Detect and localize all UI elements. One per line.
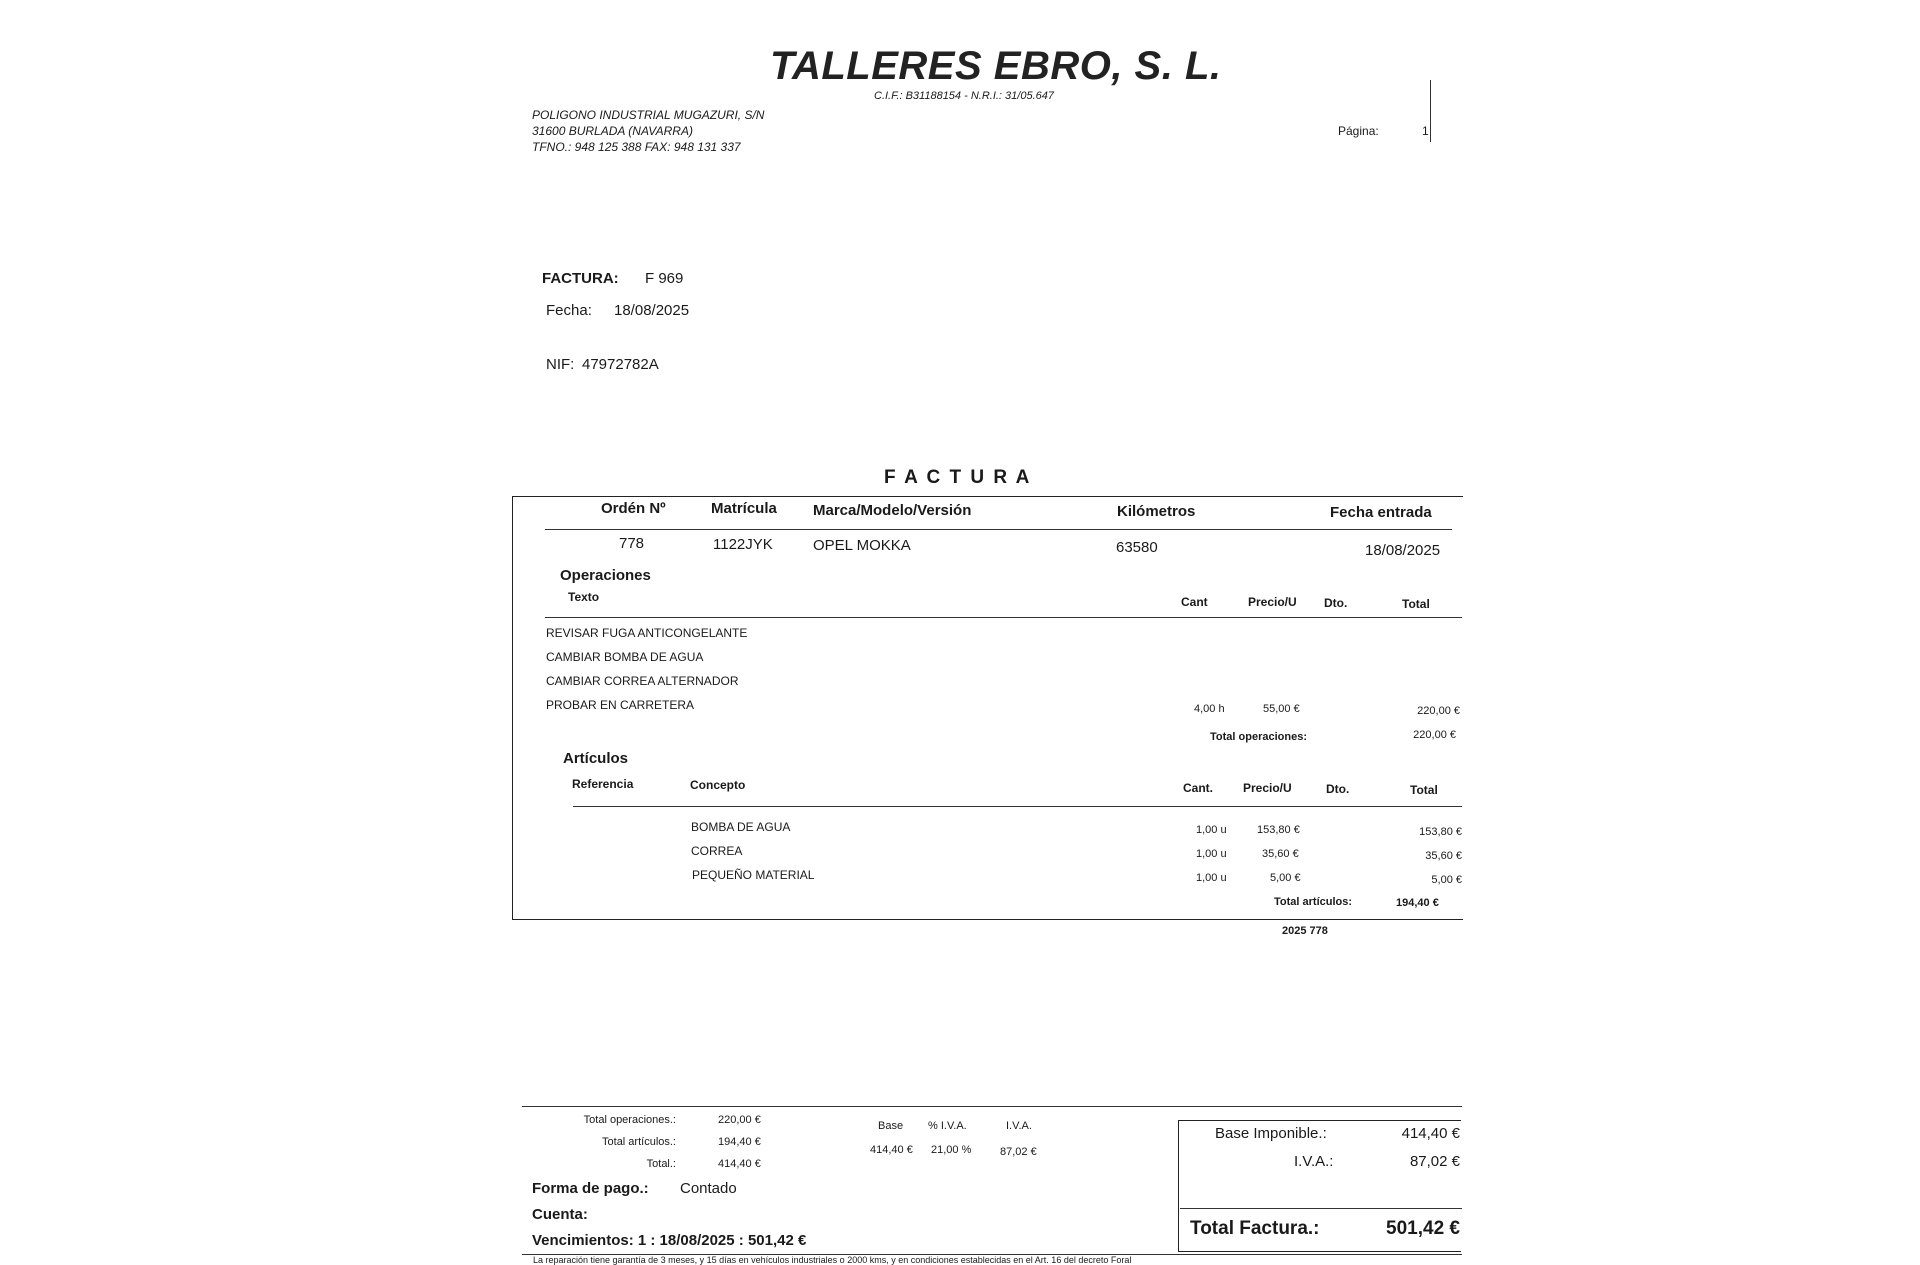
divider [545,529,1452,530]
page-label: Página: [1338,124,1379,138]
iva-header-base: Base [878,1120,904,1132]
iva-total-value: 87,02 € [1409,1153,1460,1170]
art-total-value: 194,40 € [1396,897,1439,909]
company-name: TALLERES EBRO, S. L. [770,44,1222,88]
art-total-label: Total artículos: [1274,896,1353,908]
summary-art-label: Total artículos.: [602,1136,676,1148]
orden-value: 778 [619,535,645,552]
header-orden: Ordén Nº [601,500,666,517]
marca-value: OPEL MOKKA [813,537,911,554]
company-address-2: 31600 BURLADA (NAVARRA) [532,124,693,138]
art-cant: 1,00 u [1196,824,1227,836]
art-cant: 1,00 u [1196,872,1227,884]
op-total-label: Total operaciones: [1210,731,1307,743]
forma-pago-label: Forma de pago.: [532,1180,649,1197]
art-total: 5,00 € [1431,874,1462,886]
art-header-precio: Precio/U [1243,781,1292,795]
op-line: PROBAR EN CARRETERA [546,698,695,712]
op-line: CAMBIAR BOMBA DE AGUA [546,650,704,664]
art-header-concepto: Concepto [690,778,746,792]
header-marca: Marca/Modelo/Versión [813,502,972,519]
op-header-cant: Cant [1181,595,1208,609]
factura-number: F 969 [645,270,684,287]
divider [573,806,1462,807]
cuenta-label: Cuenta: [532,1206,588,1223]
op-header-dto: Dto. [1324,596,1348,610]
art-header-dto: Dto. [1326,782,1350,796]
op-line: REVISAR FUGA ANTICONGELANTE [546,626,748,640]
art-precio: 5,00 € [1270,872,1301,884]
op-header-precio: Precio/U [1248,595,1297,609]
km-value: 63580 [1116,539,1158,556]
summary-ops-value: 220,00 € [718,1114,761,1126]
op-precio: 55,00 € [1263,703,1300,715]
factura-label: FACTURA: [542,270,619,287]
nif-value: 47972782A [582,356,659,373]
base-imponible-value: 414,40 € [1401,1125,1460,1142]
art-total: 153,80 € [1419,826,1462,838]
art-total: 35,60 € [1425,850,1462,862]
op-total: 220,00 € [1417,705,1460,717]
art-concepto: CORREA [691,844,743,858]
op-cant: 4,00 h [1194,703,1225,715]
iva-label: I.V.A.: [1294,1153,1334,1170]
footer-ref: 2025 778 [1282,925,1328,937]
fecha-entrada-value: 18/08/2025 [1365,542,1441,559]
summary-ops-label: Total operaciones.: [583,1114,676,1126]
divider [1180,1208,1462,1209]
art-precio: 35,60 € [1262,848,1299,860]
summary-total-label: Total.: [646,1158,676,1170]
op-total-value: 220,00 € [1413,729,1456,741]
divider [545,617,1462,618]
company-cif: C.I.F.: B31188154 - N.R.I.: 31/05.647 [874,90,1054,102]
header-fecha-entrada: Fecha entrada [1330,504,1432,521]
art-precio: 153,80 € [1257,824,1300,836]
page-mark [1430,80,1431,142]
art-header-total: Total [1410,783,1438,797]
art-header-referencia: Referencia [572,777,634,791]
op-header-texto: Texto [568,590,600,604]
art-cant: 1,00 u [1196,848,1227,860]
matricula-value: 1122JYK [713,536,773,553]
nif-label: NIF: [546,356,575,373]
iva-pct: 21,00 % [931,1144,972,1156]
page-number: 1 [1422,124,1429,138]
company-phone-fax: TFNO.: 948 125 388 FAX: 948 131 337 [532,140,741,154]
art-header-cant: Cant. [1183,781,1213,795]
forma-pago-value: Contado [680,1180,737,1197]
header-matricula: Matrícula [711,500,777,517]
vencimientos: Vencimientos: 1 : 18/08/2025 : 501,42 € [532,1232,807,1249]
summary-art-value: 194,40 € [718,1136,761,1148]
fecha-label: Fecha: [546,302,592,319]
invoice-heading: F A C T U R A [884,467,1032,488]
articulos-title: Artículos [563,750,629,767]
art-concepto: BOMBA DE AGUA [691,820,791,834]
warranty-note: La reparación tiene garantía de 3 meses, y 15 días en vehículos industriales o 2000 kms, y en condiciones establecidas en el Art. 16 del decreto Foral [533,1255,1132,1265]
total-factura-label: Total Factura.: [1190,1218,1320,1239]
op-header-total: Total [1402,597,1430,611]
header-km: Kilómetros [1117,503,1196,520]
iva-header-pct: % I.V.A. [928,1120,967,1132]
fecha-value: 18/08/2025 [614,302,690,319]
iva-header-iva: I.V.A. [1006,1120,1032,1132]
iva-value: 87,02 € [1000,1146,1037,1158]
art-concepto: PEQUEÑO MATERIAL [692,868,815,882]
total-factura-value: 501,42 € [1386,1218,1460,1239]
summary-total-value: 414,40 € [718,1158,761,1170]
base-imponible-label: Base Imponible.: [1215,1125,1327,1142]
company-address-1: POLIGONO INDUSTRIAL MUGAZURI, S/N [532,108,765,122]
divider [522,1106,1462,1107]
iva-base: 414,40 € [870,1144,913,1156]
op-line: CAMBIAR CORREA ALTERNADOR [546,674,739,688]
operaciones-title: Operaciones [560,567,651,584]
